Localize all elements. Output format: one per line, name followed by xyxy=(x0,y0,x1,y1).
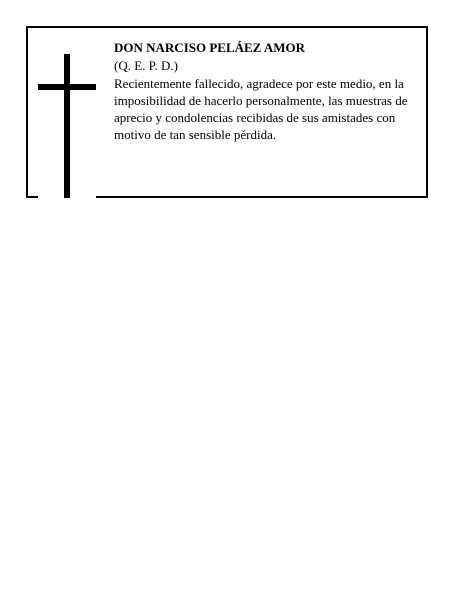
obituary-text xyxy=(114,39,424,143)
cross-horizontal-bar xyxy=(38,84,96,90)
latin-cross-icon xyxy=(38,54,96,198)
acknowledgement-message: Recientemente fallecido, agradece por este medio, en la imposibilidad de hacerlo personalmente, las muestras de aprecio y condolencias recibidas de sus amistades con motivo de tan sensible pérdida. xyxy=(114,76,408,142)
deceased-name: DON NARCISO PELÁEZ AMOR xyxy=(114,40,306,55)
rip-abbreviation: (Q. E. P. D.) xyxy=(114,58,178,73)
cross-vertical-bar xyxy=(64,54,70,198)
